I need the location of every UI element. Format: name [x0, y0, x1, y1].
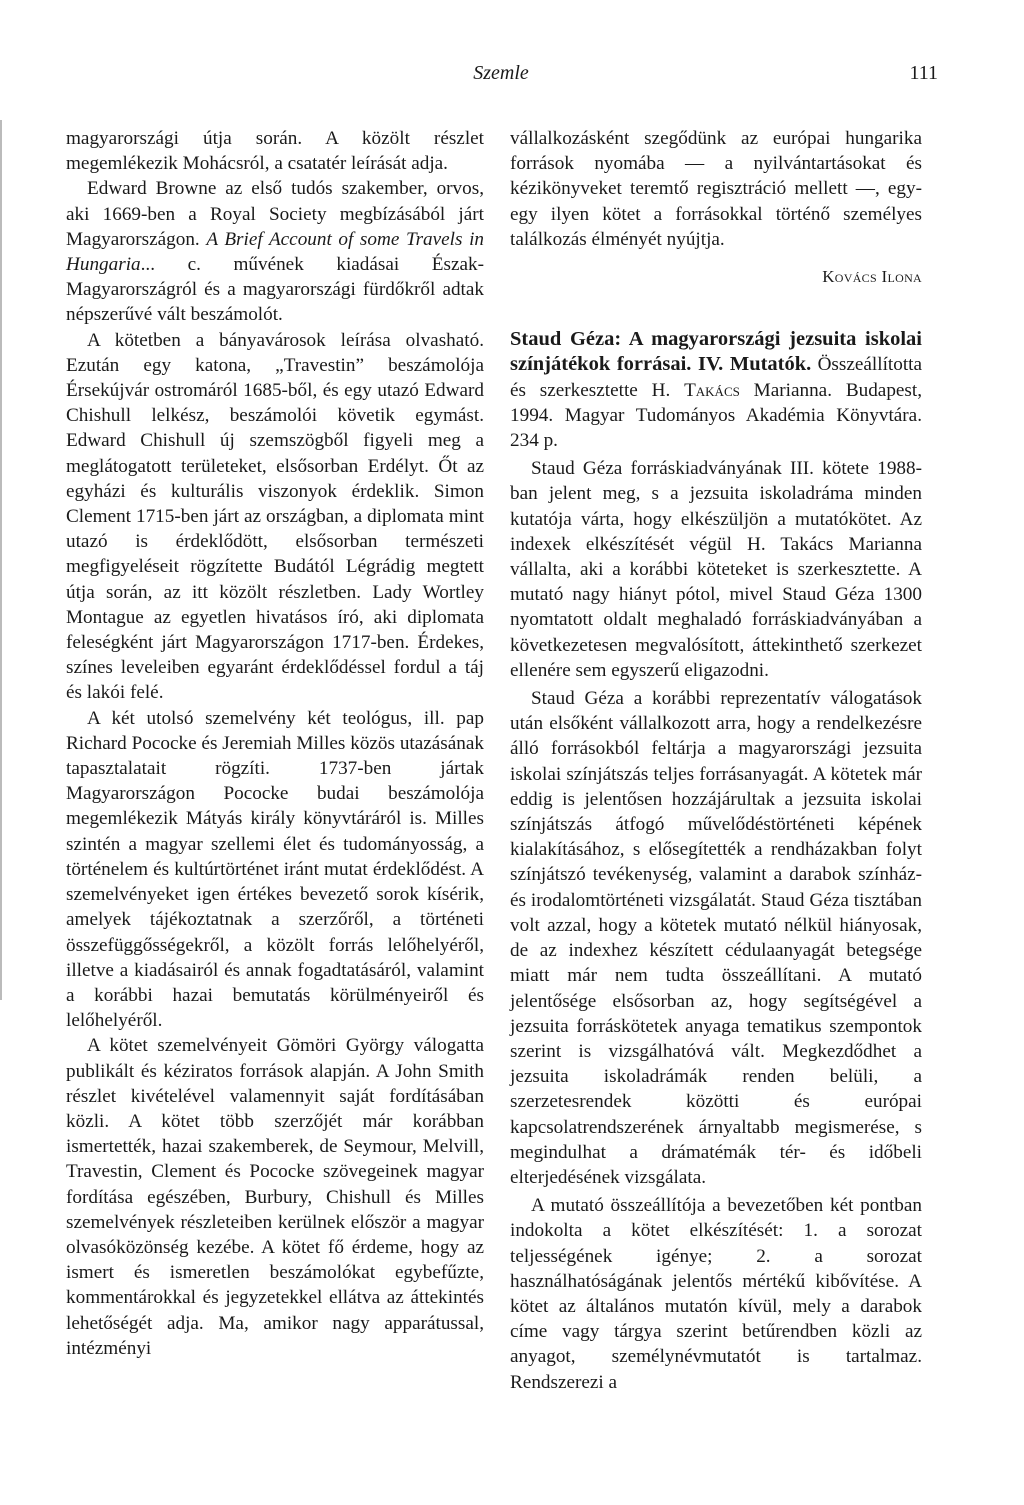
paragraph-continuation: magyarországi útja során. A közölt részlet megemlékezik Mohácsról, a csatatér leírását adja.	[66, 128, 484, 175]
author-signature: Kovács Ilona	[822, 267, 922, 287]
running-head: Szemle	[473, 62, 529, 84]
paragraph-continuation-right: vállalkozásként szegődünk az európai hungarika források nyomába — a nyilvántartásokat és kézikönyveket teremtő regisztráció mellett —, egy-egy ilyen kötet a forrásokkal történő személyes találkozás élményét nyújtja.	[510, 128, 922, 250]
page-header	[64, 62, 938, 88]
paragraph-theologians: A két utolsó szemelvény két teológus, ill. pap Richard Pococke és Jeremiah Milles közös utazásának tapasztalatait rögzíti. 1737-ben jártak Magyarországon Pococke budai beszámolója megemlékezik Mátyás király könyvtáráról is. Milles szintén a magyar szellemi élet és tudományosság, a történelem és kultúrtörténet iránt mutat érdeklődést. A szemelvényeket igen értékes bevezető sorok kísérik, amelyek tájékoztatnak a szerzőről, a történeti összefüggősségekről, a közölt forrás lelőhelyéről, illetve a kiadásairól és annak fogadtatásáról, valamint a korábbi hazai bemutatás körülményeiről és lelőhelyéről.	[66, 707, 484, 1032]
book-title-suffix: ... c. művének kiadásai Észak-Magyarországról és a magyarországi fürdőkről adtak népszerűvé vált beszámolót.	[66, 254, 484, 326]
paragraph-review-2: Staud Géza a korábbi reprezentatív válogatások után elsőként vállalkozott arra, hogy a rendelkezésre álló forrásokból feltárja a magyarországi jezsuita iskolai színjátszás teljes forrásanyagát. A kötetek már eddig is jelentősen hozzájárultak a jezsuita iskolai színjátszás átfogó művelődéstörténeti képének kialakításához, s elősegítették a rendházakban folyt színjátszó tevékenység, valamint a darabok színház- és irodalomtörténeti vizsgálatát. Staud Géza tisztában volt azzal, hogy a kötetek mutató nélkül hiányosak, de az indexhez készített cédulaanyagát betegsége miatt már nem tudta összeállítani. A mutató jelentősége elsősorban az, hogy segítségével a jezsuita forráskötetek anyaga tematikus szempontok szerint is vizsgálhatóvá vált. Megkezdődhet a jezsuita iskoladrámák renden belüli, a szerzetesrendek közötti és európai kapcsolatrendszerének árnyaltabb megismerése, s megindulhat a drámatémák tér- és időbeli elterjedésének vizsgálata.	[510, 688, 922, 1188]
paragraph-selection: A kötet szemelvényeit Gömöri György válogatta publikált és kéziratos források alapján. A John Smith részlet kivételével valamennyit saját fordításában közli. A kötet több szerzőjét már korábban ismertették, hazai szakemberek, de Seymour, Melvill, Travestin, Clement és Pococke szövegeinek magyar fordítása egészében, Burbury, Chishull és Milles szemelvények részleteiben kerülnek először a magyar olvasóközönség kezébe. A kötet fő érdeme, hogy az ismert és ismeretlen beszámolókat egybefűzte, kommentárokkal és jegyzetekkel ellátva az áttekintés lehetőségét adja. Ma, amikor nagy apparátussal, intézményi	[66, 1035, 484, 1359]
review-editor-first: Marianna.	[753, 379, 832, 401]
page-edge-line	[0, 120, 2, 1000]
paragraph-review-3: A mutató összeállítója a bevezetőben két pontban indokolta a kötet elkészítését: 1. a sorozat teljességének igénye; 2. a sorozat használhatóságának jelentős mértékű kibővítése. A kötet az általános mutatón kívül, mely a darabok címe vagy tárgya szerint betűrendben közli az anyagot, személynévmutatót is tartalmaz. Rendszerezi a	[510, 1195, 922, 1393]
paragraph-browne	[66, 176, 484, 327]
review-compiled: Összeállította és szerkesztette H.	[510, 354, 923, 401]
review-editor-surname: Takács	[684, 379, 740, 401]
page-number: 111	[909, 62, 938, 84]
review-publication: Budapest, 1994. Magyar Tudományos Akadémia Könyvtára. 234 p.	[510, 379, 923, 452]
book-title: A Brief Account of some Travels in Hungaria	[66, 228, 485, 276]
paragraph-browne-text: Edward Browne az első tudós szakember, orvos, aki 1669-ben a Royal Society megbízásából járt Magyarországon.	[66, 178, 484, 250]
left-column	[66, 126, 484, 1361]
right-column	[510, 126, 922, 1395]
paragraph-review-1: Staud Géza forráskiadványának III. kötete 1988-ban jelent meg, s a jezsuita iskoladráma minden kutatója várta, hogy elkészüljön a mutatókötet. Az indexek elkészítését végül H. Takács Marianna vállalta, aki a korábbi köteteket is szerkesztette. A mutató nagy hiányt pótol, mivel Staud Géza 1300 nyomtatott oldalt meghaladó forráskiadványában a következetesen megvalósított, áttekinthető szerkezet ellenére sem egyszerű eligazodni.	[510, 458, 922, 681]
review-entry	[510, 327, 922, 453]
paragraph-mining-towns: A kötetben a bányavárosok leírása olvasható. Ezután egy katona, „Travestin” beszámolója Érsekújvár ostromáról 1685-ből, és egy utazó Edward Chishull lelkész, beszámolói követik egymást. Edward Chishull új szemszögből figyeli meg a meglátogatott területeket, elsősorban Erdélyt. Őt az egyházi és kulturális viszonyok érdeklik. Simon Clement 1715-ben járt az országban, a diplomata mint utazó is érdeklődött, elsősorban természeti megfigyeléseit rögzítette Budától Légrádig megtett útja során, az itt közölt részletben. Lady Wortley Montague az egyetlen hivatásos író, aki diplomata feleségként járt Magyarországon 1717-ben. Érdekes, színes leveleiben egyaránt érdeklődéssel fordul a táj és lakói felé.	[66, 329, 484, 704]
review-heading: Staud Géza: A magyarországi jezsuita iskolai színjátékok forrásai. IV. Mutatók.	[510, 328, 922, 376]
